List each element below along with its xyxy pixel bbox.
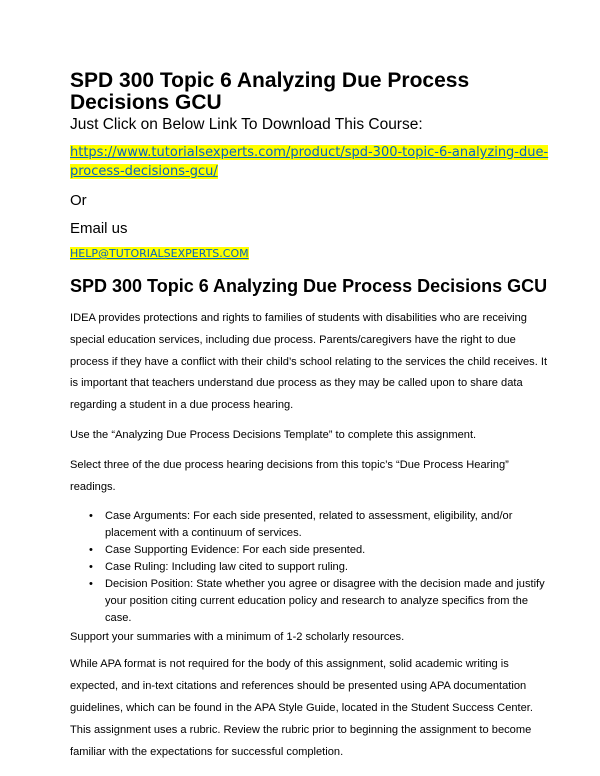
list-item: [70, 576, 550, 627]
or-text: Or: [70, 192, 87, 209]
course-link-line-2[interactable]: process-decisions-gcu/: [70, 164, 218, 179]
apa-paragraph: While APA format is not required for the body of this assignment, solid academic writing is expected, and in-text citations and references should be presented using APA documentation guidelines, which can be found in the APA Style Guide, located in the Student Success Center. This assignment uses a rubric. Review the rubric prior to beginning the assignment to become familiar with the expectations for successful completion.: [70, 658, 533, 758]
download-instruction: Just Click on Below Link To Download This Course:: [70, 116, 423, 133]
document-page: [70, 70, 550, 763]
bullet-icon: •: [89, 578, 93, 591]
list-item: [70, 542, 550, 559]
email-link-text[interactable]: HELP@TUTORIALSEXPERTS.COM: [70, 247, 249, 260]
requirements-list: [70, 508, 550, 627]
template-instruction: Use the “Analyzing Due Process Decisions Template” to complete this assignment.: [70, 428, 477, 441]
bullet-icon: •: [89, 510, 93, 523]
course-link-line-1[interactable]: https://www.tutorialsexperts.com/product/spd-300-topic-6-analyzing-due-: [70, 145, 549, 160]
list-item: [70, 508, 550, 542]
section-heading: SPD 300 Topic 6 Analyzing Due Process Decisions GCU: [70, 276, 548, 296]
list-item: [70, 559, 550, 576]
resources-requirement: Support your summaries with a minimum of 1-2 scholarly resources.: [70, 631, 405, 644]
list-item-text: Case Arguments: For each side presented, related to assessment, eligibility, and/or placement with a continuum of services.: [105, 510, 513, 540]
selection-instruction: Select three of the due process hearing decisions from this topic’s “Due Process Hearing” readings.: [70, 458, 509, 493]
list-item-text: Decision Position: State whether you agree or disagree with the decision made and justify your position citing current education policy and research to analyze specifics from the case.: [105, 578, 545, 625]
list-item-text: Case Supporting Evidence: For each side presented.: [105, 544, 366, 557]
bullet-icon: •: [89, 561, 93, 574]
course-link[interactable]: [70, 143, 550, 181]
intro-paragraph: IDEA provides protections and rights to families of students with disabilities who are receiving special education services, including due process. Parents/caregivers have the right to due process if they have a conflict with their child’s school relating to the services the child receives. It is important that teachers understand due process as they may be called upon to share data regarding a student in a due process hearing.: [70, 312, 548, 412]
email-link[interactable]: [70, 247, 550, 261]
document-title: SPD 300 Topic 6 Analyzing Due Process Decisions GCU: [70, 69, 470, 114]
bullet-icon: •: [89, 544, 93, 557]
email-label: Email us: [70, 220, 128, 237]
list-item-text: Case Ruling: Including law cited to support ruling.: [105, 561, 348, 574]
